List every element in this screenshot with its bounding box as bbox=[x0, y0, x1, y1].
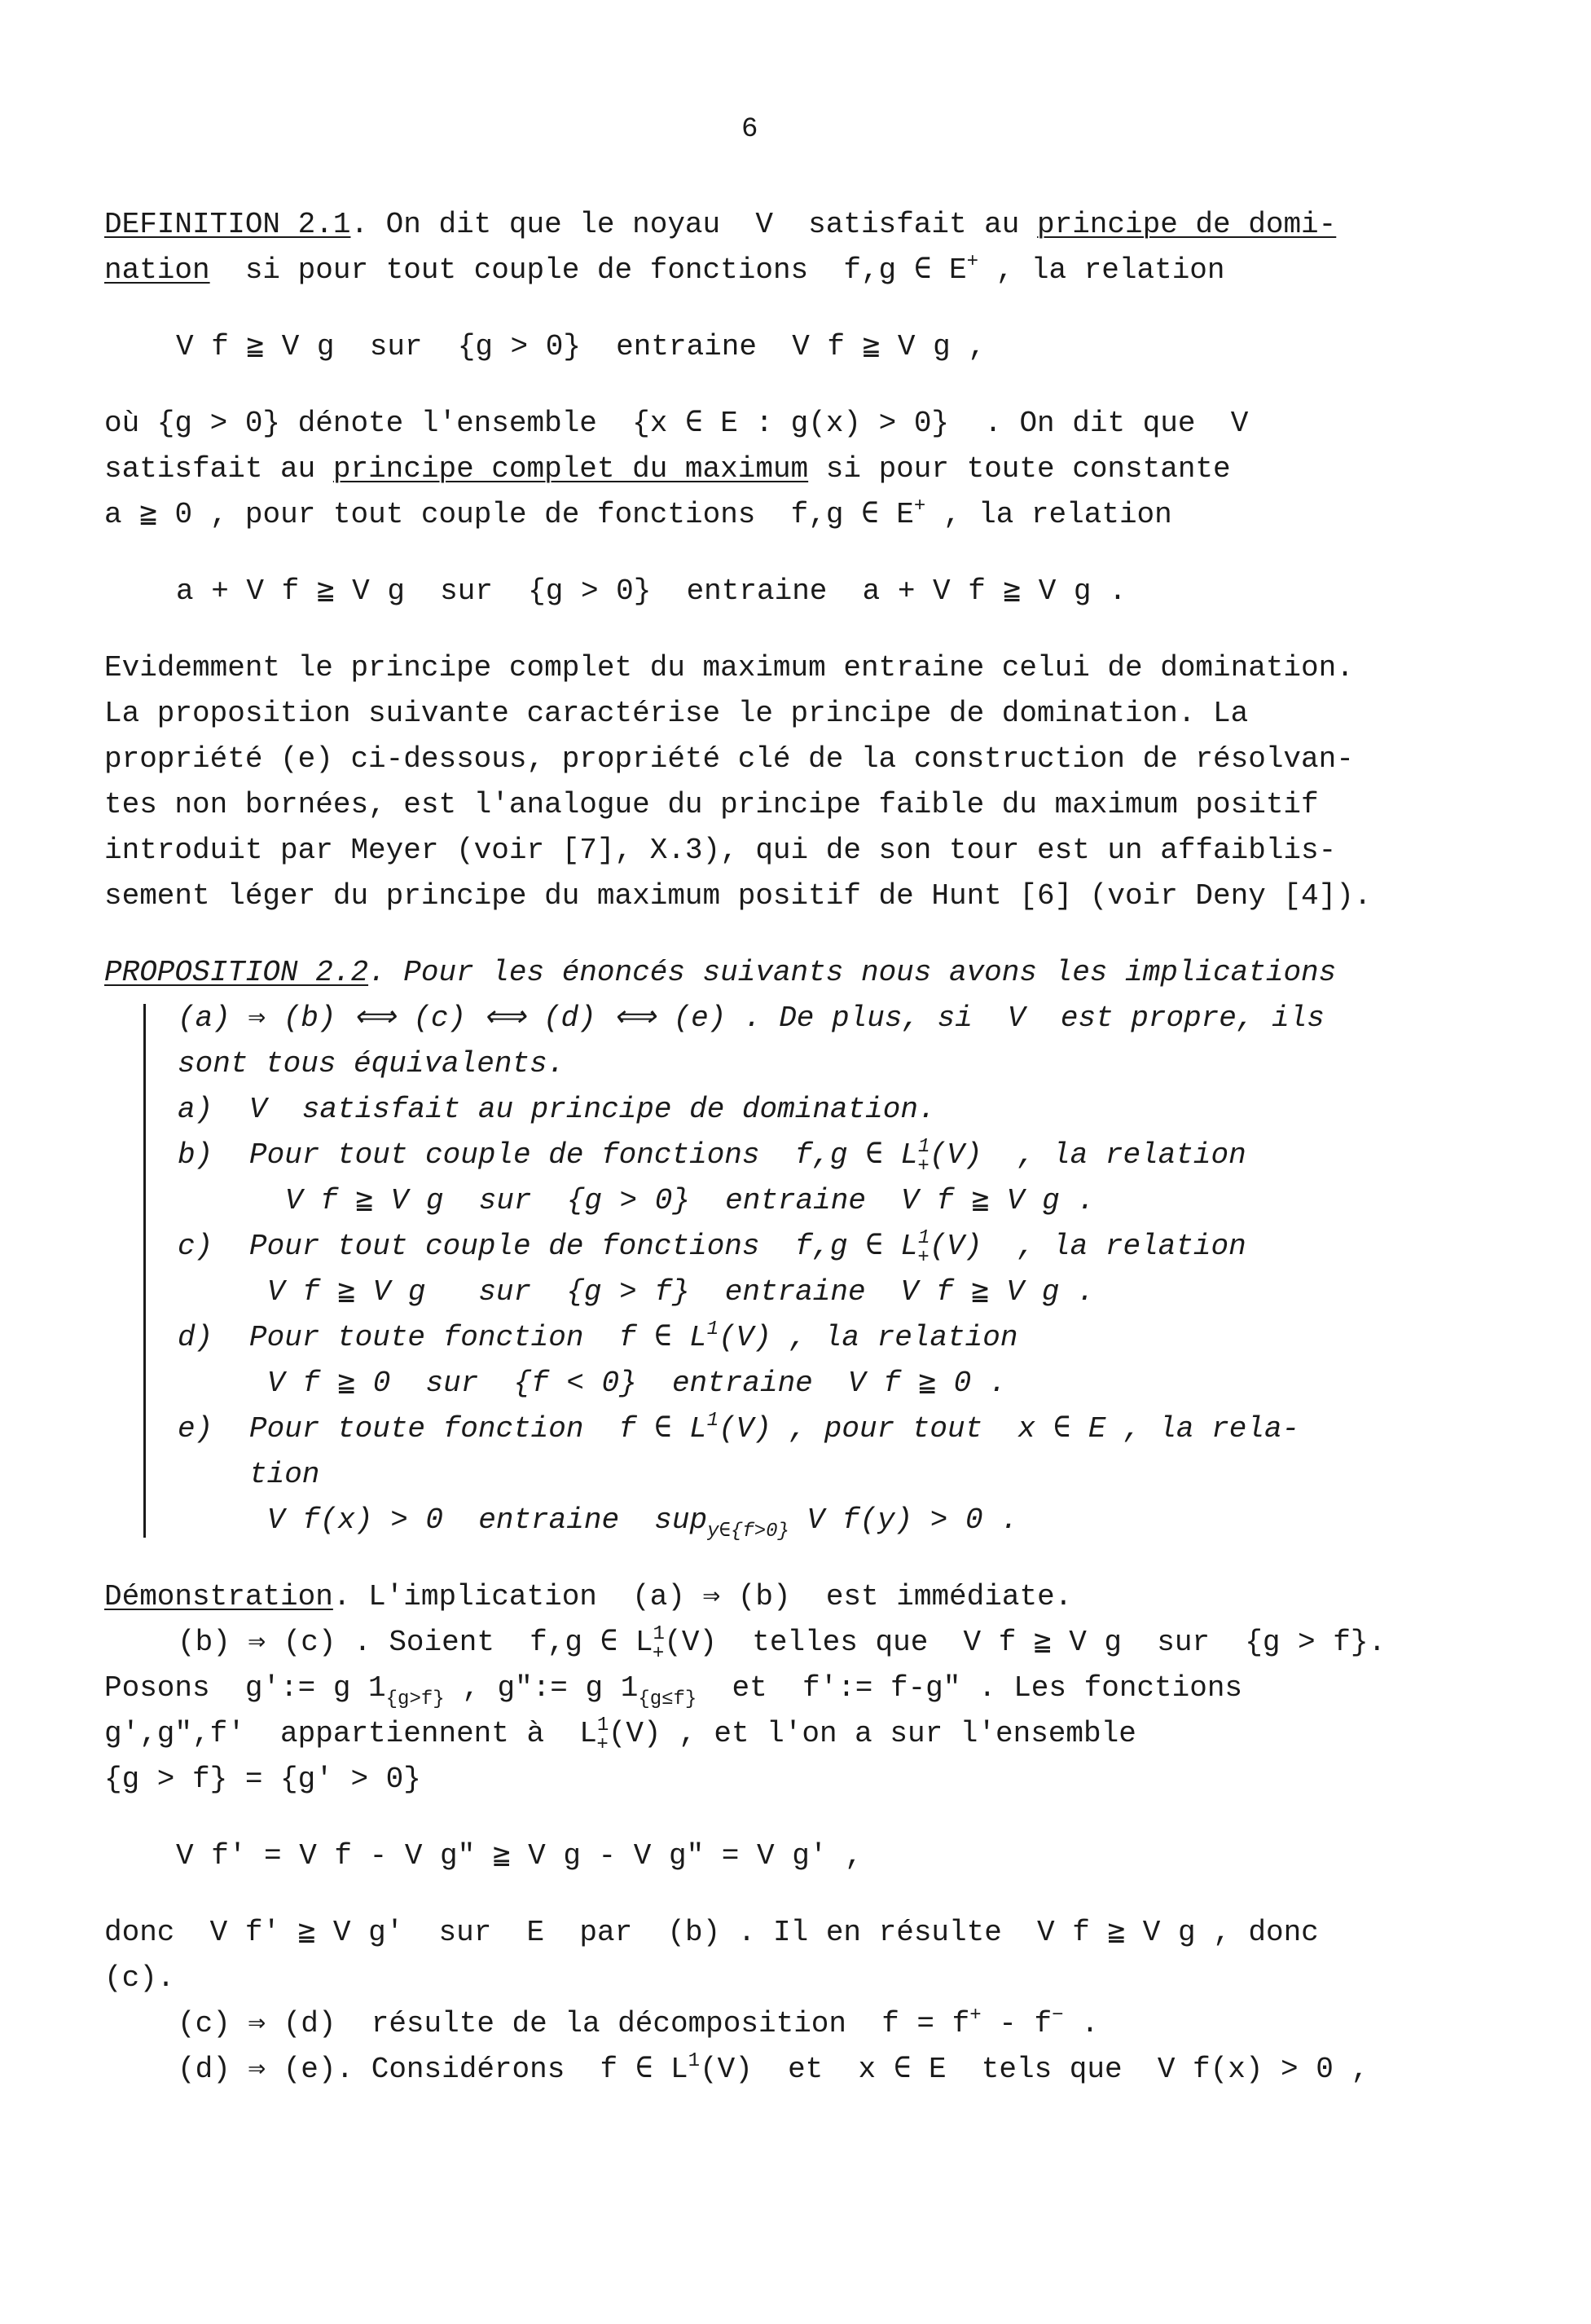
demonstration-line-6: donc V f' ≧ V g' sur E par (b) . Il en résulte V f ≧ V g , donc bbox=[104, 1916, 1319, 1949]
proposition-line-2: (a) ⇒ (b) ⟺ (c) ⟺ (d) ⟺ (e) . De plus, si V est propre, ils bbox=[178, 1001, 1325, 1035]
item-e-text: Pour toute fonction f ∈ $L^1(V)$ , pour tout x ∈ E , la rela- bbox=[249, 1410, 1300, 1446]
term-domination-2: nation bbox=[104, 253, 210, 287]
term-domination-1: principe de domi- bbox=[1037, 208, 1337, 241]
item-b-formula: V f ≧ V g sur {g > 0} entraine V f ≧ V g . bbox=[285, 1184, 1095, 1217]
definition-line-4: satisfait au principe complet du maximum si pour toute constante bbox=[104, 452, 1231, 486]
definition-formula-1: V f ≧ V g sur {g > 0} entraine V f ≧ V g , bbox=[176, 330, 986, 363]
paragraph-line-3: propriété (e) ci-dessous, propriété clé de la construction de résolvan- bbox=[104, 742, 1354, 776]
definition-line-2: nation si pour tout couple de fonctions f,g ∈ E+ , la relation bbox=[104, 251, 1225, 287]
demonstration-heading: Démonstration bbox=[104, 1580, 333, 1613]
item-a-label: a) bbox=[178, 1093, 213, 1126]
proposition-margin-bar bbox=[143, 1004, 146, 1538]
demonstration-line-9: (d) ⇒ (e). Considérons f ∈ $L^1(V)$ et x ∈ E tels que V f(x) > 0 , bbox=[178, 2050, 1369, 2086]
demonstration-line-1: Démonstration. L'implication (a) ⇒ (b) est immédiate. bbox=[104, 1580, 1073, 1613]
item-c-formula: V f ≧ V g sur {g > f} entraine V f ≧ V g . bbox=[267, 1275, 1095, 1309]
item-d-formula: V f ≧ 0 sur {f < 0} entraine V f ≧ 0 . bbox=[267, 1367, 1007, 1400]
definition-line-3: où {g > 0} dénote l'ensemble {x ∈ E : g(x) > 0} . On dit que V bbox=[104, 407, 1249, 440]
item-d-label: d) bbox=[178, 1321, 213, 1354]
item-e-label: e) bbox=[178, 1412, 213, 1446]
demonstration-line-2: (b) ⇒ (c) . Soient f,g ∈ $L^1_+(V)$ telles que V f ≧ V g sur {g > f}. bbox=[178, 1623, 1387, 1665]
item-c-text: Pour tout couple de fonctions f,g ∈ $L^1_+(V)$ , la relation bbox=[249, 1227, 1246, 1269]
proposition-line-1: PROPOSITION 2.2. Pour les énoncés suivants nous avons les implications bbox=[104, 956, 1337, 989]
proposition-heading: PROPOSITION 2.2 bbox=[104, 956, 369, 989]
demonstration-formula: V f' = V f - V g" ≧ V g - V g" = V g' , bbox=[176, 1839, 863, 1873]
paragraph-line-5: introduit par Meyer (voir [7], X.3), qui de son tour est un affaiblis- bbox=[104, 834, 1337, 867]
definition-line-5: a ≧ 0 , pour tout couple de fonctions f,g ∈ E+ , la relation bbox=[104, 495, 1172, 531]
page-number: 6 bbox=[741, 114, 758, 145]
definition-line-1: DEFINITION 2.1. On dit que le noyau V satisfait au principe de domi- bbox=[104, 208, 1337, 241]
demonstration-line-7: (c). bbox=[104, 1961, 175, 1995]
definition-heading: DEFINITION 2.1 bbox=[104, 208, 351, 241]
demonstration-line-5: {g > f} = {g' > 0} bbox=[104, 1763, 421, 1796]
item-c-label: c) bbox=[178, 1230, 213, 1263]
item-b-text: Pour tout couple de fonctions f,g ∈ $L^1_+(V)$ , la relation bbox=[249, 1136, 1246, 1177]
term-complete-maximum: principe complet du maximum bbox=[332, 452, 809, 486]
item-d-text: Pour toute fonction f ∈ $L^1(V)$ , la relation bbox=[249, 1318, 1018, 1354]
definition-formula-2: a + V f ≧ V g sur {g > 0} entraine a + V f ≧ V g . bbox=[176, 574, 1127, 608]
demonstration-line-8: (c) ⇒ (d) résulte de la décomposition f = f+ - f− . bbox=[178, 2005, 1099, 2040]
demonstration-line-4: g',g",f' appartiennent à $L^1_+(V)$ , et l'on a sur l'ensemble bbox=[104, 1714, 1136, 1756]
paragraph-line-6: sement léger du principe du maximum positif de Hunt [6] (voir Deny [4]). bbox=[104, 879, 1372, 913]
paragraph-line-1: Evidemment le principe complet du maximum entraine celui de domination. bbox=[104, 651, 1354, 684]
item-b-label: b) bbox=[178, 1138, 213, 1172]
paragraph-line-4: tes non bornées, est l'analogue du principe faible du maximum positif bbox=[104, 788, 1319, 821]
proposition-line-3: sont tous équivalents. bbox=[178, 1047, 565, 1081]
paragraph-line-2: La proposition suivante caractérise le principe de domination. La bbox=[104, 697, 1249, 730]
demonstration-line-3: Posons g':= g $1_{\{g>f\}}$ , g":= g $1_{\{g\le f\}}$ et f':= f-g" . Les fonctions bbox=[104, 1671, 1243, 1710]
item-a-text: V satisfait au principe de domination. bbox=[249, 1093, 936, 1126]
item-e-formula: V f(x) > 0 entraine sup$_{y\in\{f>0\}}$ V f(y) > 0 . bbox=[267, 1503, 1018, 1543]
item-e-continuation: tion bbox=[249, 1458, 320, 1491]
